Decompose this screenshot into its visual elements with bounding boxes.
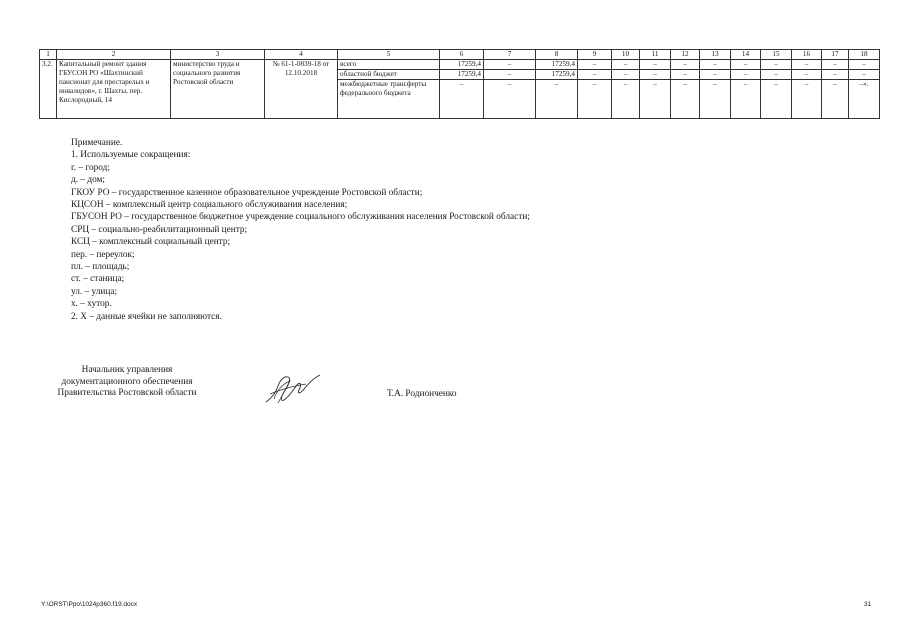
footer-file-path: Y:\ORST\Ppo\1024p360.f19.docx — [41, 601, 138, 608]
value-cell: – — [700, 70, 731, 80]
note-line: д. – дом; — [71, 175, 106, 186]
note-line: пер. – переулок; — [71, 249, 135, 260]
note-line: г. – город; — [71, 162, 110, 173]
table-header-row — [40, 50, 880, 60]
header-cell: 8 — [536, 50, 578, 60]
header-cell: 2 — [57, 50, 171, 60]
value-cell: – — [578, 60, 612, 70]
value-cell: – — [671, 80, 700, 119]
value-cell: – — [822, 70, 849, 80]
value-cell: – — [700, 60, 731, 70]
note-line: 2. Х – данные ячейки не заполняются. — [71, 311, 222, 322]
header-cell: 16 — [792, 50, 822, 60]
note-line: СРЦ – социально-реабилитационный центр; — [71, 224, 248, 235]
header-cell: 3 — [171, 50, 265, 60]
note-line: ул. – улица; — [71, 286, 118, 297]
responsible-cell: министерство труда и социального развития Ростовской области — [171, 60, 265, 119]
source-cell: всего — [338, 60, 440, 70]
value-cell: – — [731, 70, 761, 80]
value-cell: – — [731, 80, 761, 119]
header-cell: 1 — [40, 50, 57, 60]
value-cell: 17259,4 — [440, 60, 484, 70]
value-cell: – — [792, 70, 822, 80]
value-cell: – — [822, 60, 849, 70]
value-cell: – — [700, 80, 731, 119]
document-cell: № 61-1-0839-18 от 12.10.2018 — [265, 60, 338, 119]
value-cell: – — [640, 80, 671, 119]
value-cell: – — [578, 80, 612, 119]
note-line: КЦСОН – комплексный центр социального обслуживания населения; — [71, 200, 348, 211]
value-cell: – — [822, 80, 849, 119]
signatory-name: Т.А. Родионченко — [387, 389, 457, 399]
value-cell: – — [731, 60, 761, 70]
note-line: пл. – площадь; — [71, 262, 130, 273]
note-line: КСЦ – комплексный социальный центр; — [71, 237, 231, 248]
value-cell: – — [536, 80, 578, 119]
handwritten-signature — [262, 372, 324, 406]
value-cell: – — [484, 60, 536, 70]
header-cell: 9 — [578, 50, 612, 60]
value-cell: – — [671, 70, 700, 80]
header-cell: 11 — [640, 50, 671, 60]
header-cell: 15 — [761, 50, 792, 60]
value-cell: – — [671, 60, 700, 70]
header-cell: 5 — [338, 50, 440, 60]
value-cell: – — [578, 70, 612, 80]
header-cell: 18 — [849, 50, 880, 60]
note-line: ГБУСОН РО – государственное бюджетное учреждение социального обслуживания населения Ростовской области; — [71, 212, 530, 223]
header-cell: 13 — [700, 50, 731, 60]
value-cell: – — [484, 80, 536, 119]
value-cell: – — [761, 70, 792, 80]
value-cell: – — [612, 80, 640, 119]
object-cell: Капитальный ремонт здания ГБУСОН РО «Шахтинский пансионат для престарелых и инвалидов», г. Шахты, пер. Кислородный, 14 — [57, 60, 171, 119]
value-cell: – — [849, 60, 880, 70]
signatory-title — [42, 365, 212, 400]
value-cell: 17259,4 — [536, 60, 578, 70]
signatory-title-line: Правительства Ростовской области — [57, 388, 197, 398]
header-cell: 17 — [822, 50, 849, 60]
header-cell: 14 — [731, 50, 761, 60]
budget-table — [39, 49, 880, 119]
value-cell: – — [612, 60, 640, 70]
header-cell: 7 — [484, 50, 536, 60]
header-cell: 4 — [265, 50, 338, 60]
value-cell: – — [761, 80, 792, 119]
header-cell: 6 — [440, 50, 484, 60]
note-line: ГКОУ РО – государственное казенное образовательное учреждение Ростовской области; — [71, 187, 423, 198]
value-cell: – — [440, 80, 484, 119]
header-cell: 10 — [612, 50, 640, 60]
value-cell: – — [792, 80, 822, 119]
value-cell: 17259,4 — [440, 70, 484, 80]
table-row — [40, 60, 880, 70]
value-cell: – — [849, 70, 880, 80]
value-cell: –». — [849, 80, 880, 119]
source-cell: межбюджетные трансферты федерального бюджета — [338, 80, 440, 119]
notes-heading: Примечание. — [71, 138, 123, 148]
note-line: х. – хутор. — [71, 299, 112, 310]
note-line: 1. Используемые сокращения: — [71, 150, 191, 161]
value-cell: 17259,4 — [536, 70, 578, 80]
row-number-cell: 3.2. — [40, 60, 57, 119]
signatory-title-line: документационного обеспечения — [61, 376, 193, 387]
note-line: ст. – станица; — [71, 274, 125, 285]
page-number: 31 — [864, 601, 872, 608]
value-cell: – — [792, 60, 822, 70]
value-cell: – — [484, 70, 536, 80]
source-cell: областной бюджет — [338, 70, 440, 80]
notes-section — [71, 137, 530, 323]
signatory-title-line: Начальник управления — [81, 365, 173, 375]
value-cell: – — [761, 60, 792, 70]
value-cell: – — [640, 60, 671, 70]
value-cell: – — [612, 70, 640, 80]
header-cell: 12 — [671, 50, 700, 60]
value-cell: – — [640, 70, 671, 80]
